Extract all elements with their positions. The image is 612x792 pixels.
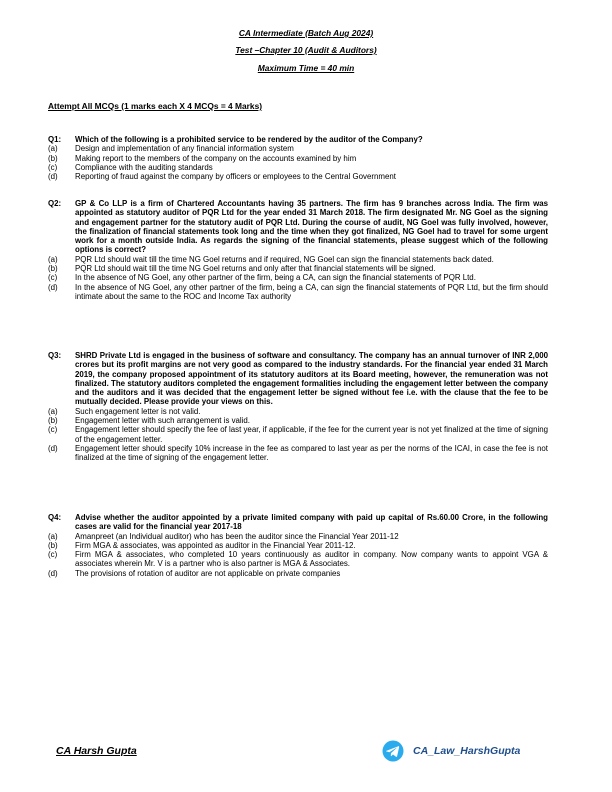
instruction: Attempt All MCQs (1 marks each X 4 MCQs = 4 Marks) [48, 101, 263, 111]
option [48, 550, 548, 569]
question-text: SHRD Private Ltd is engaged in the business of software and consultancy. The company has an annual turnover of INR 2,000 crores but its profit margins are not very good as compared to the industry standards. For the financial year ended 31 March 2019, the company proposed appointment of its statutory auditors at its Board meeting, however, the remuneration was not finalized. The statutory auditors completed the engagement formalities including the engagement letter between the company and the auditors and it was decided that the engagement letter be signed without fee i.e. with the clause that the fee to be mutually decided. Please provide your views on this. [75, 351, 548, 407]
question-number: Q1: [48, 135, 62, 144]
option-label: (c) [48, 273, 58, 283]
option [48, 416, 548, 425]
option-text: Design and implementation of any financial information system [75, 144, 294, 154]
option-text: PQR Ltd should wait till the time NG Goel returns and if required, NG Goel can sign the financial statements back dated. [75, 254, 494, 264]
question-4 [48, 513, 548, 578]
option [48, 144, 548, 153]
option [48, 154, 548, 163]
option-text: The provisions of rotation of auditor are not applicable on private companies [75, 568, 341, 578]
option-label: (a) [48, 254, 58, 264]
test-title: Test –Chapter 10 (Audit & Auditors) [235, 45, 377, 55]
telegram-handle[interactable]: CA_Law_HarshGupta [413, 745, 521, 757]
question-2 [48, 199, 548, 301]
option-text: Firm MGA & associates, who completed 10 years continuously as auditor in company. Now company wants to appoint VGA & associates wherein Mr. V is a partner who is also partner is MGA & Associates. [75, 550, 548, 569]
option-label: (a) [48, 144, 58, 154]
question-3 [48, 351, 548, 463]
option-text: Engagement letter should specify the fee of last year, if applicable, if the fee for the current year is not yet finalized at the time of signing of the engagement letter. [75, 425, 548, 444]
option-text: Compliance with the auditing standards [75, 162, 213, 172]
option [48, 569, 548, 578]
option-text: Such engagement letter is not valid. [75, 406, 201, 416]
option-label: (c) [48, 425, 58, 435]
max-time: Maximum Time = 40 min [257, 63, 355, 73]
option-label: (b) [48, 540, 58, 550]
option-label: (a) [48, 531, 58, 541]
course-title: CA Intermediate (Batch Aug 2024) [238, 28, 374, 38]
option [48, 541, 548, 550]
question-1 [48, 135, 548, 181]
option-label: (d) [48, 172, 58, 182]
option-text: Reporting of fraud against the company by officers or employees to the Central Government [75, 172, 396, 182]
question-number: Q4: [48, 513, 62, 522]
option [48, 264, 548, 273]
option-text: Amanpreet (an Individual auditor) who has been the auditor since the Financial Year 2011-12 [75, 531, 399, 541]
option-text: Firm MGA & associates, was appointed as auditor in the Financial Year 2011-12. [75, 540, 356, 550]
option-text: In the absence of NG Goel, any other partner of the firm, being a CA, can sign the financial statements of PQR Ltd. [75, 273, 476, 283]
option-label: (a) [48, 406, 58, 416]
option-label: (b) [48, 416, 58, 426]
question-text: Advise whether the auditor appointed by a private limited company with paid up capital of Rs.60.00 Crore, in the following cases are valid for the financial year 2017-18 [75, 513, 548, 532]
author-name: CA Harsh Gupta [56, 745, 137, 757]
question-number: Q2: [48, 199, 62, 208]
option [48, 255, 548, 264]
option-text: Engagement letter with such arrangement is valid. [75, 416, 251, 426]
question-number: Q3: [48, 351, 62, 360]
option [48, 425, 548, 444]
option-label: (d) [48, 443, 58, 453]
option [48, 444, 548, 463]
option-label: (b) [48, 264, 58, 274]
question-text: Which of the following is a prohibited service to be rendered by the auditor of the Company? [75, 135, 423, 144]
option-text: Making report to the members of the company on the accounts examined by him [75, 153, 357, 163]
option-label: (c) [48, 162, 58, 172]
question-text: GP & Co LLP is a firm of Chartered Accountants having 35 partners. The firm has 9 branches across India. The firm was appointed as statutory auditor of PQR Ltd for the year ended 31 March 2018. The firm designated Mr. NG Goel as the signing and engagement partner for the statutory audit of PQR Ltd. During the course of audit, NG Goel was fully involved, however, the finalization of financial statements took long and the time when they got finalized, NG Goel had to travel for some urgent work for a month outside India. As regards the signing of the financial statements, please suggest which of the following options is correct? [75, 199, 548, 255]
option [48, 172, 548, 181]
option [48, 273, 548, 282]
option-label: (c) [48, 550, 58, 560]
option-label: (d) [48, 568, 58, 578]
option [48, 283, 548, 302]
option [48, 407, 548, 416]
option-text: In the absence of NG Goel, any other partner of the firm, being a CA, can sign the financial statements of PQR Ltd, but the firm should intimate about the same to the ROC and Income Tax authority [75, 282, 548, 301]
option-label: (b) [48, 153, 58, 163]
option [48, 163, 548, 172]
option-text: PQR Ltd should wait till the time NG Goel returns and only after that financial statements will be signed. [75, 264, 436, 274]
option-label: (d) [48, 282, 58, 292]
option-text: Engagement letter should specify 10% increase in the fee as compared to last year as per the norms of the ICAI, in case the fee is not finalized at the time of signing of the engagement letter. [75, 443, 548, 463]
option [48, 532, 548, 541]
telegram-icon [382, 740, 404, 762]
